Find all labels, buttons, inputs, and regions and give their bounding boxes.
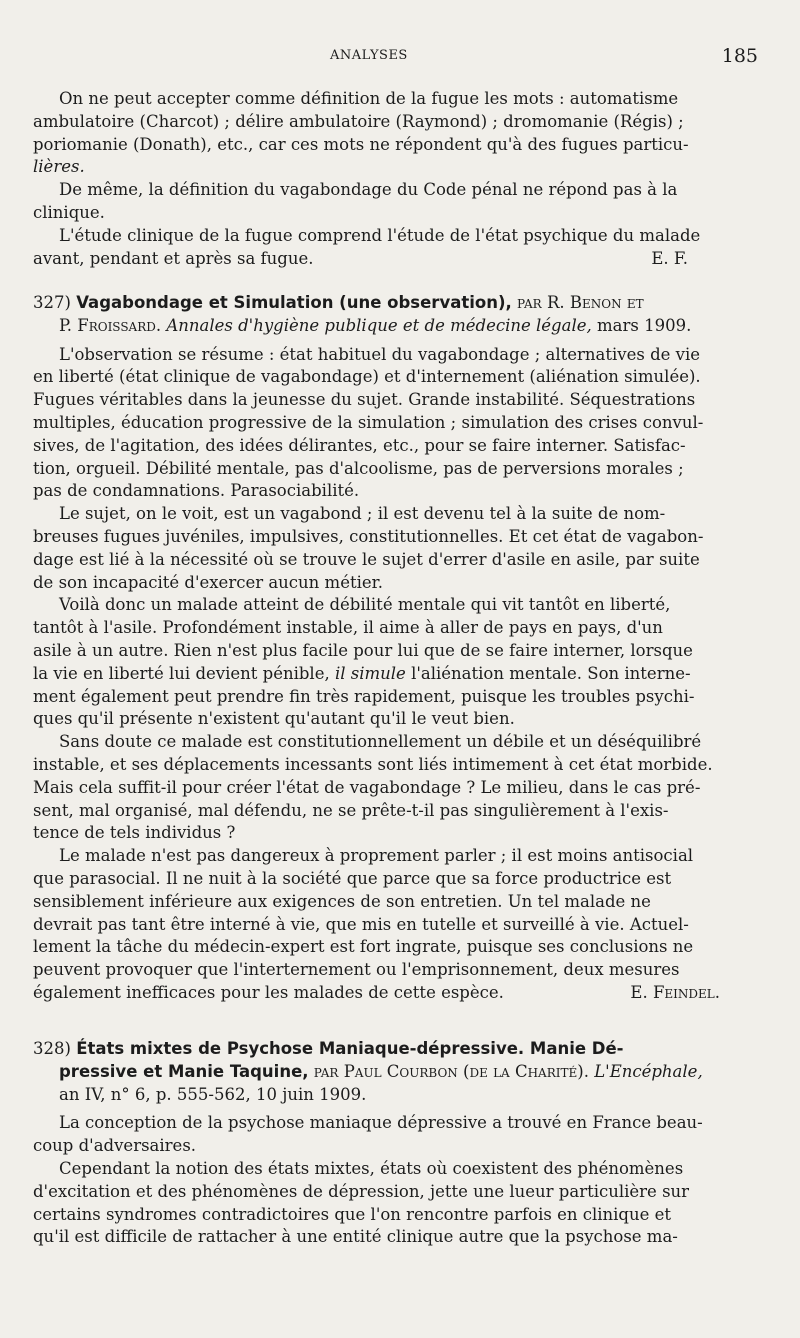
text-line: asile à un autre. Rien n'est plus facile pour lui que de se faire interner, lorsque [33,640,693,660]
heading-line [33,315,738,338]
journal-title: Annales d'hygiène publique et de médecine légale, [166,315,592,335]
text-line: coup d'adversaires. [33,1136,197,1156]
entry-title: États mixtes de Psychose Maniaque-dépressive. Manie Dé- [76,1039,624,1058]
entry-328-paragraph-1 [33,1112,738,1158]
entry-327-heading [33,292,738,338]
journal-date: mars 1909. [597,315,692,335]
text-line: qu'il est difficile de rattacher à une entité clinique autre que la psychose ma- [33,1227,678,1247]
text-line [33,248,738,271]
entry-title-2: pressive et Manie Taquine, [59,1061,309,1081]
text-line: ques qu'il présente n'existent qu'autant qu'il le veut bien. [33,709,515,729]
text-line: multiples, éducation progressive de la simulation ; simulation des crises convul- [33,412,704,432]
heading-line [33,1061,738,1084]
text-line [33,663,738,686]
text-line: certains syndromes contradictoires que l'on rencontre parfois en clinique et [33,1204,672,1224]
text-line: Fugues véritables dans la jeunesse du sujet. Grande instabilité. Séquestrations [33,390,696,410]
text-line: dage est lié à la nécessité où se trouve le sujet d'errer d'asile en asile, par suite [33,549,700,569]
entry-327-paragraph-1 [33,344,738,504]
text-fragment: l'aliénation mentale. [411,663,583,683]
text-line: sives, de l'agitation, des idées délirantes, etc., pour se faire interner. Satisfac- [33,435,686,455]
intro-paragraph-1 [33,88,738,179]
journal-title: L'Encéphale, [594,1061,703,1081]
entry-327-paragraph-3 [33,594,738,731]
text-line: L'étude clinique de la fugue comprend l'étude de l'état psychique du malade [59,225,701,245]
text-line: Mais cela suffit-il pour créer l'état de vagabondage ? Le milieu, dans le cas pré- [33,777,701,797]
text-line: de son incapacité d'exercer aucun métier. [33,572,383,592]
text-line: On ne peut accepter comme définition de la fugue les mots : automatisme [59,89,679,108]
text-line: L'observation se résume : état habituel du vagabondage ; alternatives de vie [59,344,701,364]
text-line: lement la tâche du médecin-expert est fort ingrate, puisque ses conclusions ne [33,937,694,957]
text-line: Voilà donc un malade atteint de débilité mentale qui vit tantôt en liberté, [59,595,671,615]
text-fragment: avant, pendant et après sa fugue. [33,248,314,268]
entry-328 [33,1038,738,1249]
entry-authors: par R. Benon et [517,293,644,312]
entry-number: 327) [33,293,71,312]
text-line: ambulatoire (Charcot) ; délire ambulatoire (Raymond) ; dromomanie (Régis) ; [33,111,684,131]
text-line: Le sujet, on le voit, est un vagabond ; il est devenu tel à la suite de nom- [59,504,666,524]
text-line: poriomanie (Donath), etc., car ces mots ne répondent qu'à des fugues particu- [33,134,689,154]
text-line: La conception de la psychose maniaque dépressive a trouvé en France beau- [59,1113,703,1133]
entry-328-heading [33,1038,738,1106]
text-line: en liberté (état clinique de vagabondage) et d'internement (aliénation simulée). [33,367,701,387]
text-line: pas de condamnations. Parasociabilité. [33,481,360,501]
reference-line: an IV, n° 6, p. 555-562, 10 juin 1909. [59,1084,367,1104]
text-fragment: Son interne- [587,663,691,683]
entry-327-paragraph-2 [33,503,738,594]
entry-327-paragraph-5 [33,845,738,1005]
text-line: breuses fugues juvéniles, impulsives, constitutionnelles. Et cet état de vagabon- [33,526,704,546]
page-number: 185 [721,45,758,67]
text-line: instable, et ses déplacements incessants sont liés intimement à cet état morbide. [33,754,713,774]
text-line: sensiblement inférieure aux exigences de son entretien. Un tel malade ne [33,891,651,911]
entry-327 [33,292,738,1005]
text-line: peuvent provoquer que l'interternement ou l'emprisonnement, deux mesures [33,960,680,980]
text-line: tence de tels individus ? [33,823,236,843]
text-line: que parasocial. Il ne nuit à la société que parce que sa force productrice est [33,868,672,888]
text-line: Le malade n'est pas dangereux à proprement parler ; il est moins antisocial [59,846,694,866]
intro-paragraph-2 [33,179,738,225]
entry-title: Vagabondage et Simulation (une observation), [76,293,512,312]
signature: E. F. [651,248,688,268]
entry-authors-2: P. Froissard. [59,315,162,335]
text-line: tion, orgueil. Débilité mentale, pas d'alcoolisme, pas de perversions morales ; [33,458,684,478]
entry-328-paragraph-2 [33,1158,738,1249]
text-line: lières. [33,157,85,177]
text-line: devrait pas tant être interné à vie, que mis en tutelle et surveillé à vie. Actuel- [33,914,689,934]
text-line: d'excitation et des phénomènes de dépression, jette une lueur particulière sur [33,1181,690,1201]
intro-paragraph-3 [33,225,738,271]
text-fragment: la vie en liberté lui devient pénible, [33,663,330,683]
page-header [0,45,800,72]
text-fragment: également inefficaces pour les malades de cette espèce. [33,982,504,1002]
text-line [33,982,738,1005]
intro-section [33,88,738,270]
text-line: Sans doute ce malade est constitutionnellement un débile et un déséquilibré [59,732,702,752]
text-line: ment également peut prendre fin très rapidement, puisque les troubles psychi- [33,686,695,706]
entry-327-paragraph-4 [33,731,738,845]
entry-authors: par Paul Courbon (de la Charité). [313,1061,589,1081]
heading-line [33,292,738,315]
signature: E. Feindel. [630,982,720,1002]
text-line: Cependant la notion des états mixtes, états où coexistent des phénomènes [59,1158,684,1178]
italic-emphasis: il simule [334,663,406,683]
running-head: ANALYSES [330,48,408,63]
text-line: tantôt à l'asile. Profondément instable, il aime à aller de pays en pays, d'un [33,618,663,638]
text-line: clinique. [33,202,105,222]
heading-line [33,1038,738,1061]
text-line: De même, la définition du vagabondage du Code pénal ne répond pas à la [59,180,678,200]
entry-number: 328) [33,1039,71,1058]
text-line: sent, mal organisé, mal défendu, ne se prête-t-il pas singulièrement à l'exis- [33,800,669,820]
